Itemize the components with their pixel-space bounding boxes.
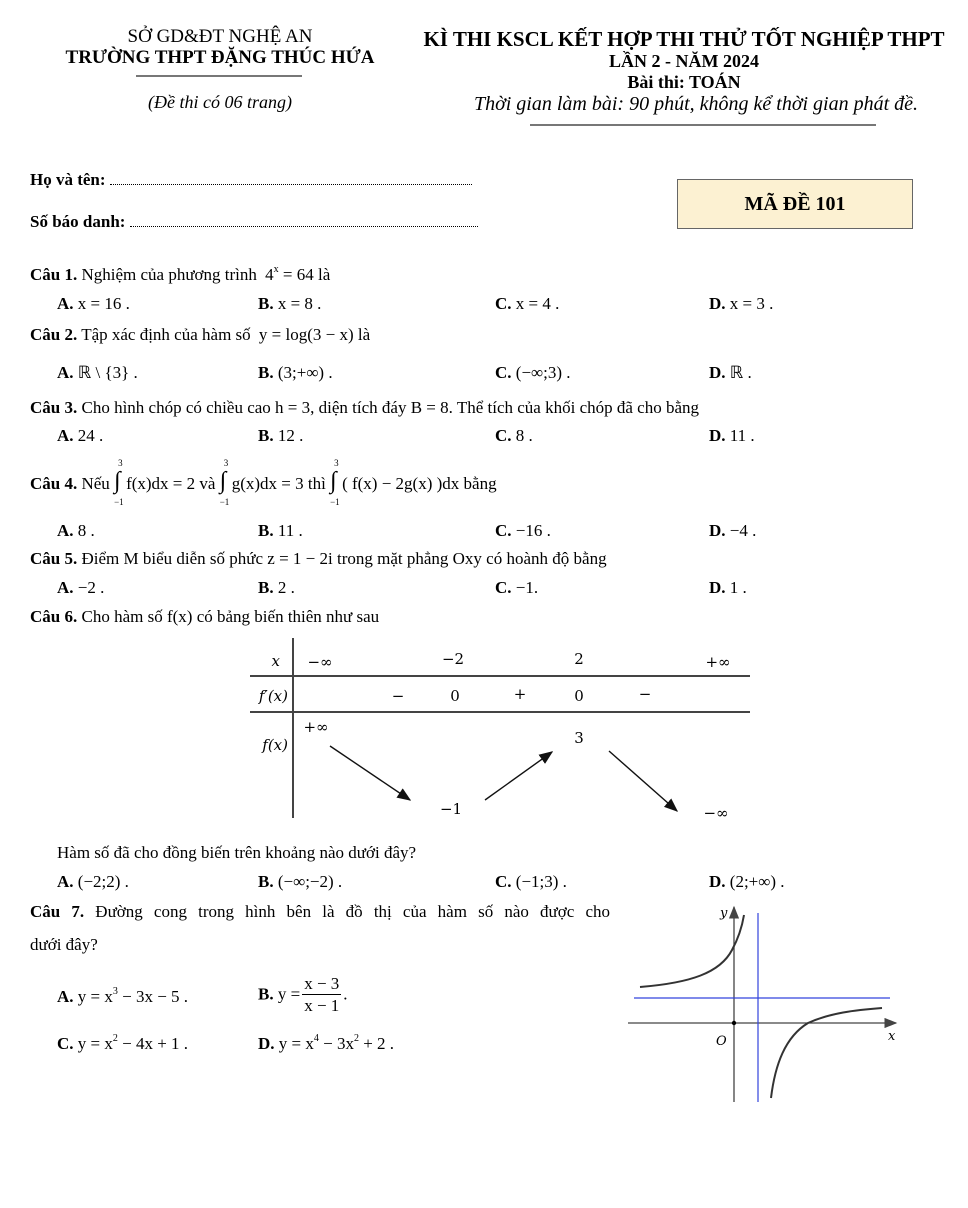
q3-option-d[interactable]: D. 11 . <box>709 426 755 445</box>
integral-sign: ∫ 3 −1 <box>114 458 124 507</box>
q7-option-a[interactable]: A. $y = x^3 - 3x - 5$ . <box>57 986 189 1006</box>
name-field[interactable] <box>30 170 472 190</box>
question-math: z = 1 − 2i <box>267 549 333 568</box>
origin-point <box>732 1021 736 1025</box>
row-x-label: x <box>271 652 280 670</box>
question-label: Câu 1. <box>30 265 78 284</box>
fraction: $\frac{x - 3}{x - 1}$ <box>304 974 340 1015</box>
increasing-arrow <box>485 752 552 800</box>
exam-subject: Bài thi: TOÁN <box>627 72 741 92</box>
question-label: Câu 3. <box>30 398 78 417</box>
q5-option-c[interactable]: C. −1. <box>495 578 539 597</box>
fprime-sign: + <box>513 685 527 703</box>
q2-option-c[interactable]: C. (−∞;3) . <box>495 363 571 382</box>
question-label: Câu 4. <box>30 474 78 493</box>
integral-sign: ∫ 3 −1 <box>219 458 230 507</box>
row-f-label: f(x) <box>262 736 288 754</box>
candidate-id-label: Số báo danh: <box>30 212 126 231</box>
q3-option-c[interactable]: C. 8 . <box>495 426 533 445</box>
exam-code-box <box>677 179 913 229</box>
q2-option-a[interactable]: A. ℝ \ {3} . <box>57 363 138 382</box>
q7-option-d[interactable]: D. $y = x^4 - 3x^2 + 2$ . <box>258 1033 395 1053</box>
q6-option-a[interactable]: A. (−2;2) . <box>57 872 129 891</box>
fprime-sign: − <box>391 687 405 705</box>
curve-left-branch <box>640 915 744 987</box>
f-value: 3 <box>574 729 584 747</box>
x-value: −2 <box>441 650 465 668</box>
exam-title: KÌ THI KSCL KẾT HỢP THI THỬ TỐT NGHIỆP THPT <box>423 27 945 51</box>
x-value: +∞ <box>705 653 731 671</box>
integral-f: f(x)dx = 2 <box>126 474 196 493</box>
integral-combined: ( f(x) − 2g(x) )dx <box>342 474 460 493</box>
fprime-sign: − <box>638 685 652 703</box>
q5-option-d[interactable]: D. 1 . <box>709 578 747 597</box>
q6-option-d[interactable]: D. (2;+∞) . <box>709 872 785 891</box>
integral-g: g(x)dx = 3 <box>231 474 304 493</box>
q4-option-d[interactable]: D. −4 . <box>709 521 757 540</box>
q7-option-b[interactable]: B. y = $\frac{x - 3}{x - 1}$ . <box>258 974 348 1015</box>
x-value: −∞ <box>307 653 333 671</box>
function-graph <box>620 895 910 1110</box>
question-6: Câu 6. Cho hàm số f(x) có bảng biến thiên như sau <box>30 607 380 626</box>
q6-option-c[interactable]: C. (−1;3) . <box>495 872 567 891</box>
x-value: 2 <box>574 650 584 668</box>
question-2 <box>30 325 370 345</box>
question-math: 4$^x$ = 64 <box>265 264 314 284</box>
question-7: Câu 7. Đường cong trong hình bên là đồ thị của hàm số nào được cho <box>30 902 610 921</box>
fprime-zero: 0 <box>450 687 460 705</box>
pages-note: (Đề thi có 06 trang) <box>148 92 292 112</box>
department-name: SỞ GD&ĐT NGHỆ AN <box>127 26 313 47</box>
question-6-prompt: Hàm số đã cho đồng biến trên khoảng nào dưới đây? <box>57 843 417 862</box>
question-math: h = 3 <box>275 398 311 417</box>
question-math: f(x) <box>166 607 193 626</box>
question-label: Câu 2. <box>30 325 78 344</box>
decreasing-arrow <box>609 751 677 811</box>
question-1 <box>30 264 330 285</box>
name-label: Họ và tên: <box>30 170 106 189</box>
question-tail: là <box>318 265 331 284</box>
decreasing-arrow <box>330 746 410 800</box>
x-axis-label: x <box>888 1029 896 1044</box>
q3-option-a[interactable]: A. 24 . <box>57 426 104 445</box>
f-value: −∞ <box>703 804 729 822</box>
origin-label: O <box>716 1034 727 1049</box>
variation-table <box>240 636 760 826</box>
f-value: +∞ <box>303 718 329 736</box>
q1-option-b[interactable]: B. x = 8 . <box>258 294 322 313</box>
integral-sign: ∫ 3 −1 <box>330 458 340 507</box>
candidate-id-blank[interactable] <box>130 212 478 227</box>
q1-option-c[interactable]: C. x = 4 . <box>495 294 560 313</box>
q4-option-a[interactable]: A. 8 . <box>57 521 95 540</box>
question-math: y = log(3 − x) <box>258 325 354 344</box>
name-blank[interactable] <box>110 170 472 185</box>
exam-round: LẦN 2 - NĂM 2024 <box>609 51 759 71</box>
time-note: Thời gian làm bài: 90 phút, không kể thời gian phát đề. <box>473 93 919 115</box>
q4-option-b[interactable]: B. 11 . <box>258 521 303 540</box>
question-label: Câu 6. <box>30 607 78 626</box>
question-label: Câu 7. <box>30 902 85 921</box>
question-4: Câu 4. Nếu ∫ 3 −1 f(x)dx = 2 và ∫ 3 −1 g(x)dx = 3 thì ∫ 3 −1 ( f(x) − 2g(x) )dx bằng <box>30 458 497 507</box>
candidate-id-field[interactable] <box>30 212 478 232</box>
row-fprime-label: f′(x) <box>258 687 288 705</box>
y-axis-label: y <box>720 906 728 921</box>
curve-right-branch <box>771 1008 882 1098</box>
q1-option-a[interactable]: A. x = 16 . <box>57 294 130 313</box>
q7-option-c[interactable]: C. $y = x^2 - 4x + 1$ . <box>57 1033 189 1053</box>
exam-code: MÃ ĐỀ 101 <box>744 192 846 215</box>
question-text: Cho hình chóp có chiều cao <box>81 398 271 417</box>
q4-option-c[interactable]: C. −16 . <box>495 521 551 540</box>
q2-option-b[interactable]: B. (3;+∞) . <box>258 363 333 382</box>
f-value: −1 <box>439 800 463 818</box>
q2-option-d[interactable]: D. ℝ . <box>709 363 752 382</box>
question-label: Câu 5. <box>30 549 78 568</box>
header-left-divider <box>136 75 302 77</box>
q6-option-b[interactable]: B. (−∞;−2) . <box>258 872 343 891</box>
q5-option-b[interactable]: B. 2 . <box>258 578 295 597</box>
question-math: B = 8 <box>410 398 449 417</box>
question-text: Tập xác định của hàm số <box>81 325 251 344</box>
question-text: Nghiệm của phương trình <box>81 265 257 284</box>
q3-option-b[interactable]: B. 12 . <box>258 426 304 445</box>
question-7-continued: dưới đây? <box>30 935 98 954</box>
school-name: TRƯỜNG THPT ĐẶNG THÚC HỨA <box>65 47 375 68</box>
question-5: Câu 5. Điểm M biểu diễn số phức z = 1 − 2i trong mặt phẳng Oxy có hoành độ bằng <box>30 549 607 568</box>
question-3: Câu 3. Cho hình chóp có chiều cao h = 3, diện tích đáy B = 8. Thể tích của khối chóp đã cho bằng <box>30 398 700 417</box>
q5-option-a[interactable]: A. −2 . <box>57 578 105 597</box>
question-tail: là <box>357 325 371 344</box>
fprime-zero: 0 <box>574 687 584 705</box>
header-right-divider <box>530 124 876 126</box>
q1-option-d[interactable]: D. x = 3 . <box>709 294 774 313</box>
